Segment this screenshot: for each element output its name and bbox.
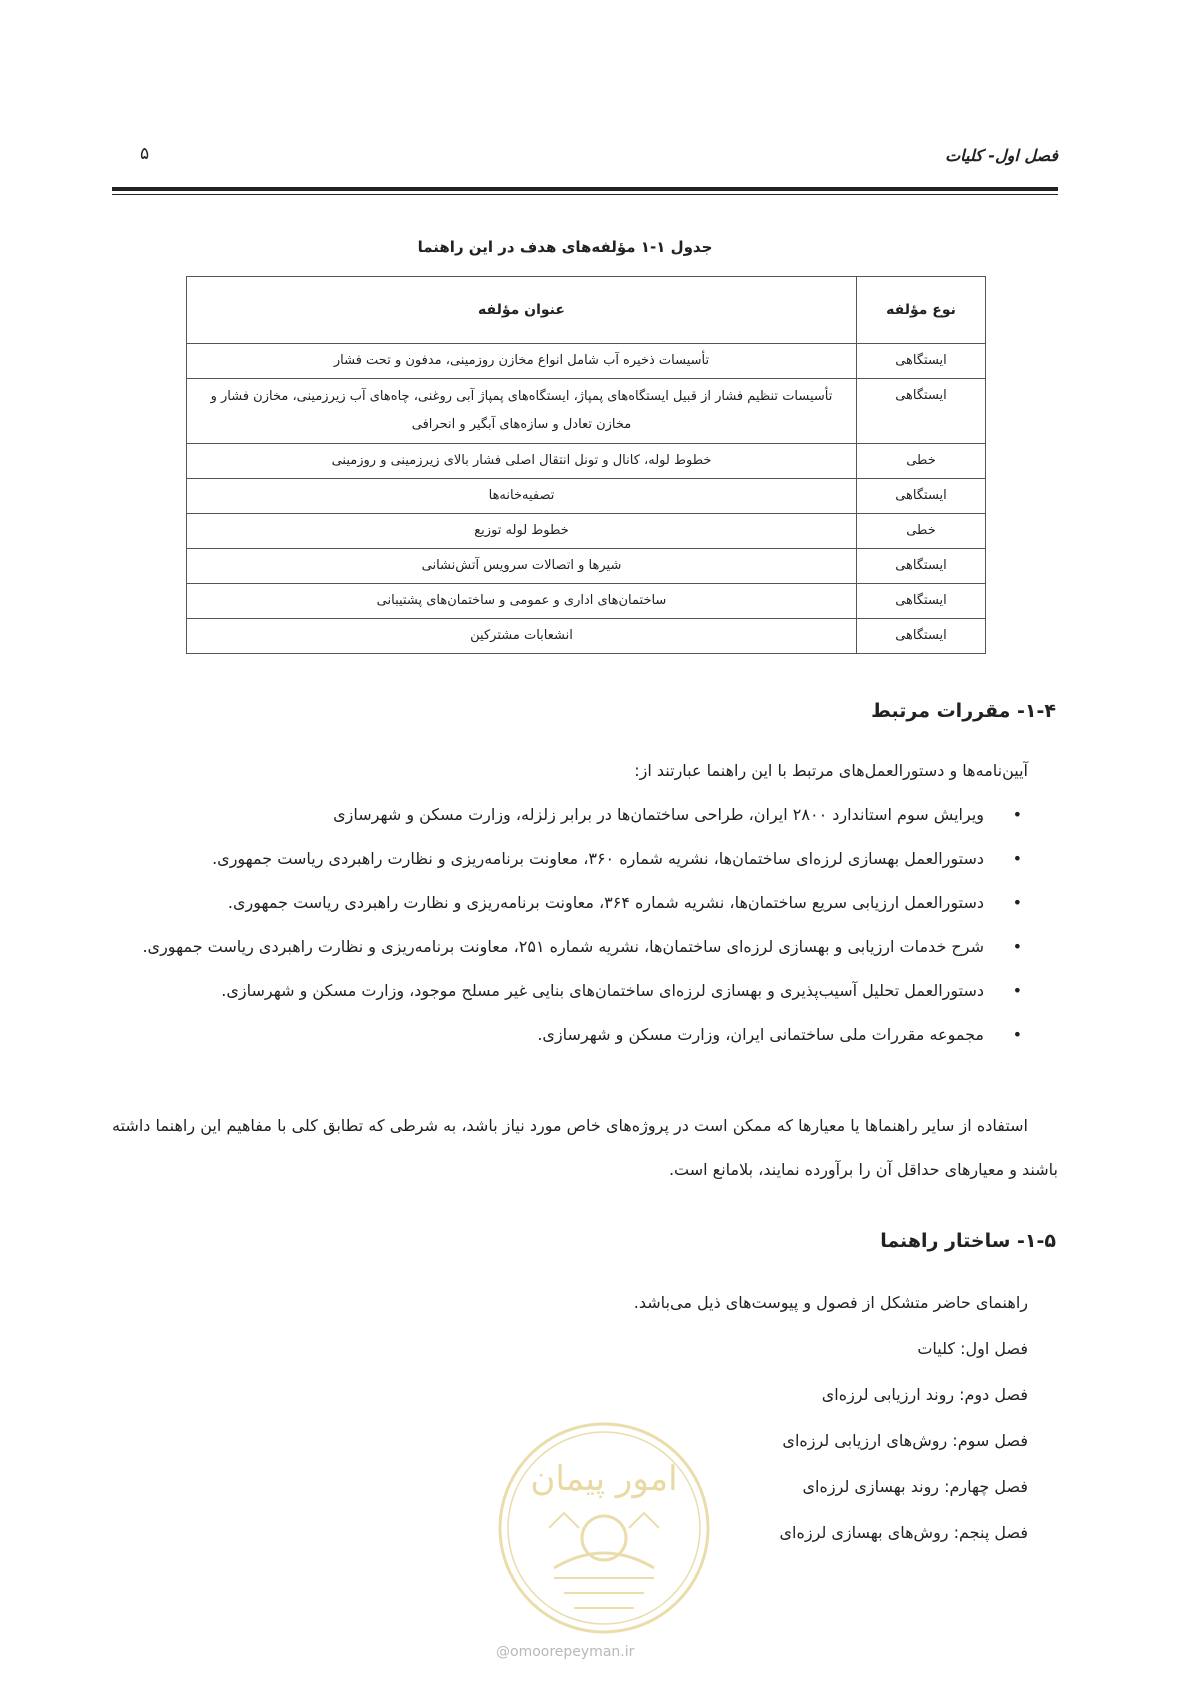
table-header-row	[187, 277, 986, 344]
table-row	[187, 344, 986, 379]
section-heading-regulations: ۱-۴- مقررات مرتبط	[871, 700, 1056, 722]
table-cell-type: ایستگاهی	[857, 549, 986, 584]
page-number: ۵	[140, 144, 150, 164]
table-cell-type: ایستگاهی	[857, 379, 986, 444]
table-row	[187, 619, 986, 654]
list-item: • دستورالعمل تحلیل آسیب‌پذیری و بهسازی لرزه‌ای ساختمان‌های بنایی غیر مسلح موجود، وزارت مسکن و شهرسازی.	[112, 969, 1028, 1013]
list-item: • شرح خدمات ارزیابی و بهسازی لرزه‌ای ساختمان‌ها، نشریه شماره ۲۵۱، معاونت برنامه‌ریزی و نظارت راهبردی ریاست جمهوری.	[112, 925, 1028, 969]
table-cell-type: ایستگاهی	[857, 344, 986, 379]
chapter-line: فصل دوم: روند ارزیابی لرزه‌ای	[821, 1385, 1028, 1404]
header-rule-thick	[112, 187, 1058, 191]
watermark-website: @omoorepeyman.ir	[496, 1644, 635, 1660]
structure-intro: راهنمای حاضر متشکل از فصول و پیوست‌های ذیل می‌باشد.	[633, 1293, 1028, 1312]
list-item: • مجموعه مقررات ملی ساختمانی ایران، وزارت مسکن و شهرسازی.	[112, 1013, 1028, 1057]
list-item: • دستورالعمل ارزیابی سریع ساختمان‌ها، نشریه شماره ۳۶۴، معاونت برنامه‌ریزی و نظارت راهبردی ریاست جمهوری.	[112, 881, 1028, 925]
header-rule-thin	[112, 194, 1058, 195]
table-row	[187, 549, 986, 584]
table-row	[187, 584, 986, 619]
table-cell-title: تأسیسات ذخیره آب شامل انواع مخازن روزمینی، مدفون و تحت فشار	[187, 344, 857, 379]
chapter-line: فصل سوم: روش‌های ارزیابی لرزه‌ای	[782, 1431, 1028, 1450]
column-header-title: عنوان مؤلفه	[187, 277, 857, 344]
table-cell-title: خطوط لوله، کانال و تونل انتقال اصلی فشار بالای زیرزمینی و روزمینی	[187, 444, 857, 479]
table-cell-type: ایستگاهی	[857, 584, 986, 619]
list-item: • دستورالعمل بهسازی لرزه‌ای ساختمان‌ها، نشریه شماره ۳۶۰، معاونت برنامه‌ریزی و نظارت راهبردی ریاست جمهوری.	[112, 837, 1028, 881]
table-cell-type: خطی	[857, 444, 986, 479]
table-row	[187, 479, 986, 514]
components-table	[186, 276, 986, 654]
watermark-seal-text: امور پیمان	[530, 1459, 678, 1499]
regulations-intro: آیین‌نامه‌ها و دستورالعمل‌های مرتبط با این راهنما عبارتند از:	[634, 761, 1028, 780]
table-cell-title: خطوط لوله توزیع	[187, 514, 857, 549]
table-cell-title: انشعابات مشترکین	[187, 619, 857, 654]
table-cell-title: تأسیسات تنظیم فشار از قبیل ایستگاه‌های پمپاژ، ایستگاه‌های پمپاژ آبی روغنی، چاه‌های آب زیرزمینی، مخازن فشار و مخازن تعادل و سازه‌های آبگیر و انحرافی	[187, 379, 857, 444]
chapter-line: فصل اول: کلیات	[917, 1339, 1028, 1358]
column-header-type: نوع مؤلفه	[857, 277, 986, 344]
list-item: • ویرایش سوم استاندارد ۲۸۰۰ ایران، طراحی ساختمان‌ها در برابر زلزله، وزارت مسکن و شهرسازی	[112, 793, 1028, 837]
regulations-note: استفاده از سایر راهنماها یا معیارها که ممکن است در پروژه‌های خاص مورد نیاز باشد، به شرطی که تطابق کلی با مفاهیم این راهنما داشته باشند و معیارهای حداقل آن را برآورده نمایند، بلامانع است.	[112, 1116, 1058, 1179]
table-cell-type: ایستگاهی	[857, 479, 986, 514]
regulations-list	[112, 793, 1028, 1057]
running-header-title: فصل اول- کلیات	[945, 146, 1058, 165]
watermark-seal-icon	[494, 1418, 714, 1638]
table-cell-title: شیرها و اتصالات سرویس آتش‌نشانی	[187, 549, 857, 584]
table-row	[187, 444, 986, 479]
table-cell-type: خطی	[857, 514, 986, 549]
table-cell-title: تصفیه‌خانه‌ها	[187, 479, 857, 514]
section-heading-structure: ۱-۵- ساختار راهنما	[880, 1230, 1056, 1252]
table-row	[187, 379, 986, 444]
table-cell-type: ایستگاهی	[857, 619, 986, 654]
chapter-line: فصل پنجم: روش‌های بهسازی لرزه‌ای	[779, 1523, 1028, 1542]
table-caption: جدول ۱-۱ مؤلفه‌های هدف در این راهنما	[417, 238, 713, 256]
table-row	[187, 514, 986, 549]
table-cell-title: ساختمان‌های اداری و عمومی و ساختمان‌های پشتیبانی	[187, 584, 857, 619]
chapter-line: فصل چهارم: روند بهسازی لرزه‌ای	[802, 1477, 1028, 1496]
